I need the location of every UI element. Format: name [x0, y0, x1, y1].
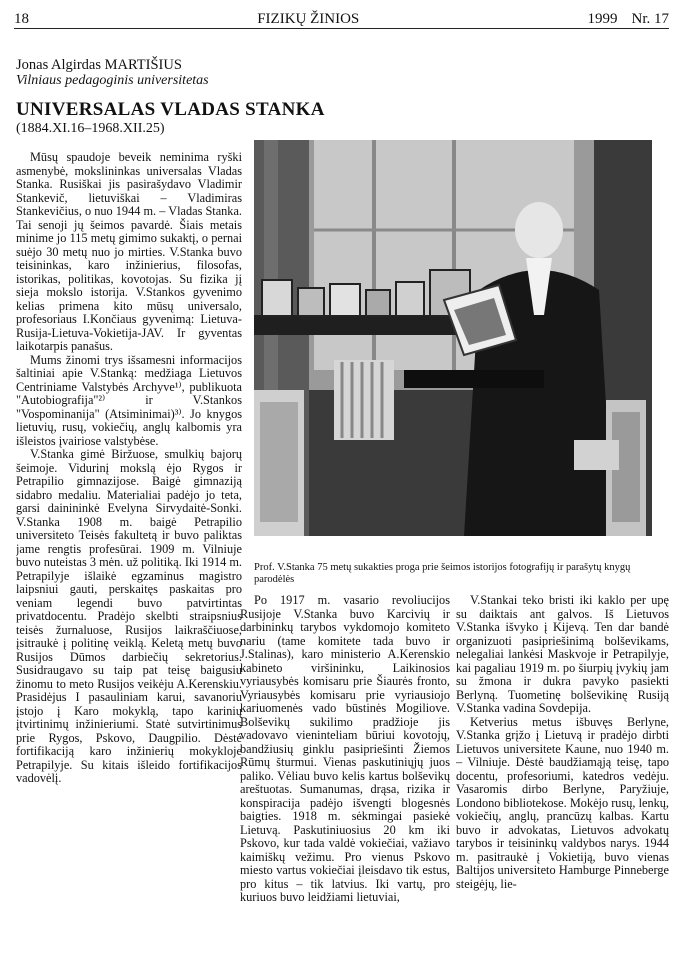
text-column-2: [240, 594, 450, 974]
paragraph: Ketverius metus išbuvęs Berlyne, V.Stanka grįžo į Lietuvą ir pradėjo dirbti Lietuvos universitete Kaune, nuo 1940 m. – Vilniuje. Dėstė baudžiamąją teisę, tapo docentu, profesoriumi, katedros vedėju. Vasaromis dirbo Berlyne, Paryžiuje, Londono bibliotekose. Mokėjo rusų, lenkų, vokiečių, anglų, prancūzų kalbas. Kartu buvo ir advokatas, Lietuvos advokatų tarybos ir teisininkų valdybos narys. 1944 m. pasitraukė į Vokietiją, buvo vienas Baltijos universiteto Hamburge Pinneberge steigėjų, lie-: [456, 714, 669, 891]
text-column-1: [16, 151, 242, 973]
text-column-3: [456, 594, 669, 974]
author-affiliation: Vilniaus pedagoginis universitetas: [16, 73, 209, 88]
issue-number: Nr. 17: [631, 11, 669, 27]
issue-year: 1999: [587, 11, 618, 27]
paragraph: Mūsų spaudoje beveik neminima ryški asmenybė, mokslininkas universalas Vladas Stanka. Rusiškai jis pasirašydavo Vladimir Stankevič, lietuviškai – Vladimiras Stankevičius, o nuo 1944 m. – Vladas Stanka. Tai senoji jų šeimos pavardė. Šiais metais minime jo 115 metų gimimo sukaktį, o pernai suėjo 30 metų nuo jo mirties. V.Stanka buvo teisininkas, karo inžinierius, filosofas, istorikas, politikas, kovotojas. Su fizika jį sieja mokslo istorija. V.Stankos gyvenimo kelias primena kito mūsų universalo, profesoriaus I.Končiaus gyvenimą: Lietuva-Rusija-Lietuva-Vokietija-JAV. Ir gyventas laikotarpis panašus.: [16, 151, 242, 353]
page-number: 18: [14, 11, 29, 27]
paragraph: Po 1917 m. vasario revoliucijos Rusijoje V.Stanka buvo Karcivių ir darbininkų tarybos vykdomojo komiteto nariu (tame komitete tada buvo ir J.Stalinas), karo ministerio A.Kerenskio kabineto viršininku, Laikinosios vyriausybės komisaru prie Šiaurės fronto, Vyriausybės komisaru prie vyriausiojo kariuomenės vado būstinės Mogiliove. Bolševikų sukilimo pradžioje jis vadovavo vieninteliam būriui kovotojų, bandžiusių ginklu pasipriešinti Žiemos Rūmų šturmui. Vienas paskutiniųjų juos paliko. Vėliau buvo kelis kartus bolševikų areštuotas. Sumanumas, drąsa, rizika ir konspiracija padėjo išvengti blogesnės baigties. 1918 m. sėkmingai pasiekė Lietuvą. Paskutiniuosius 20 km iki Pskovo, kur tada valdė vokiečiai, važiavo kaimiškų vežimu. Pro vienus Pskovo miesto vartus vokiečiai įleisdavo tik estus, pro kitus – tik latvius. Iki vartų, pro kuriuos buvo leidžiami lietuviai,: [240, 594, 450, 904]
journal-name: FIZIKŲ ŽINIOS: [257, 11, 360, 27]
paragraph: V.Stankai teko bristi iki kaklo per upę su daiktais ant galvos. Iš Lietuvos V.Stanka išvyko į Kijevą. Ten dar bandė organizuoti pasipriešinimą bolševikams, nelegaliai lankėsi Maskvoje ir Petrapilyje, kai pagaliau 1919 m. po šiurpių įvykių jam su žmona ir dukra pavyko pasiekti Berlyną. Tuometinę bolševikinę Rusiją V.Stanka vadina Sovdepija.: [456, 594, 669, 715]
photo-caption: Prof. V.Stanka 75 metų sukakties proga prie šeimos istorijos fotografijų ir parašytų knygų parodėlės: [254, 562, 631, 585]
photo-illustration: [254, 140, 652, 536]
paragraph: Mums žinomi trys išsamesni informacijos šaltiniai apie V.Stanką: medžiaga Lietuvos Centriniame Valstybės Archyve¹⁾, publikuota "Autobiografija"²⁾ ir V.Stankos "Vospominanija" (Atsiminimai)³⁾. Jo knygos lietuvių, rusų, vokiečių, anglų kalbomis yra išleistos įvairiose valstybėse.: [16, 352, 242, 448]
portrait-photo: [254, 140, 652, 536]
article-title: UNIVERSALAS VLADAS STANKA: [16, 99, 325, 120]
paragraph: V.Stanka gimė Biržuose, smulkių bajorų šeimoje. Vidurinį mokslą ėjo Rygos ir Petrapilio gimnazijose. Baigė gimnaziją sidabro medaliu. Materialiai padėjo jo teta, garsi dainininkė Evelyna Sirvydaitė-Sonki. V.Stanka 1908 m. baigė Petrapilio universiteto Teisės fakultetą ir buvo paliktas jame rengtis profesūrai. 1909 m. Vilniuje buvo nuteistas 3 mėn. už politiką. Iki 1914 m. Petrapilyje išlaikė egzaminus magistro laipsniui gauti, perskaitęs paskaitas pro veniam legendi buvo patvirtintas privatdocentu. Pradėjo skelbti straipsnius teisės žurnaluose, Rusijos laikraščiuose, įsitraukė į politinę veiklą. Keletą metų buvo Rusijos Dūmos darbiečių sekretorius. Susidraugavo su taip pat teisę baigusiu žinomu to meto Rusijos veikėju A.Kerenskiu. Prasidėjus I pasauliniam karui, savanoriu įstojo į Karo mokyklą, tapo karinių įtvirtinimų inžinieriumi. Statė sutvirtinimus prie Rygos, Pskovo, Daugpilio. Dėstė fortifikaciją karo inžinierių mokykloje Petrapilyje. Su kitais išleido fortifikacijos vadovėlį.: [16, 447, 242, 785]
life-dates: (1884.XI.16–1968.XII.25): [16, 121, 165, 136]
author-name: Jonas Algirdas MARTIŠIUS: [16, 57, 182, 73]
issue-info: [587, 11, 669, 28]
running-header: [14, 4, 669, 29]
